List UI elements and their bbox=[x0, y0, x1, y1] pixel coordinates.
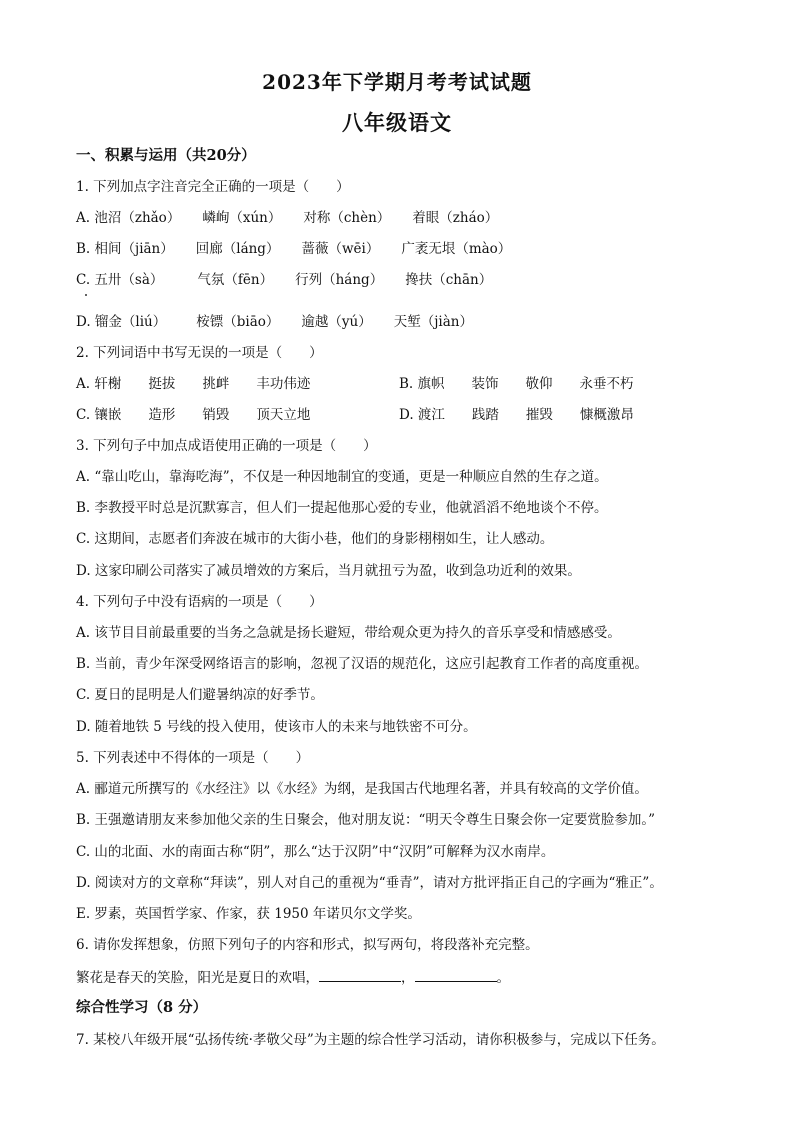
option-b-item: B. 相间（jiān） bbox=[76, 241, 174, 257]
option-d-item: 桉镖（biāo） bbox=[196, 314, 280, 330]
option-a-item: A. 池沼（zhǎo） bbox=[76, 210, 181, 226]
question-3-option-b: B. 李教授平时总是沉默寡言，但人们一提起他那心爱的专业，他就滔滔不绝地谈个不停。 bbox=[76, 500, 608, 516]
question-1-option-d bbox=[76, 313, 495, 331]
question-4-option-b: B. 当前，青少年深受网络语言的影响，忽视了汉语的规范化，这应引起教育工作者的高度重视。 bbox=[76, 656, 649, 672]
answer-blank-1[interactable] bbox=[319, 967, 401, 982]
section-heading-1: 一、积累与运用（共20分） bbox=[76, 147, 256, 164]
question-2-option-c: C. 镶嵌 造形 销毁 顶天立地 bbox=[76, 407, 311, 423]
question-5-option-d: D. 阅读对方的文章称“拜读”，别人对自己的重视为“垂青”，请对方批评指正自己的字画为“雅正”。 bbox=[76, 875, 663, 891]
question-6-sentence bbox=[76, 967, 510, 987]
question-5-option-b: B. 王强邀请朋友来参加他父亲的生日聚会，他对朋友说：“明天令尊生日聚会你一定要赏脸参加。” bbox=[76, 812, 656, 828]
emphasis-dot bbox=[85, 294, 87, 296]
exam-subtitle: 八年级语文 bbox=[342, 110, 452, 135]
question-3-option-c: C. 这期间，志愿者们奔波在城市的大街小巷，他们的身影栩栩如生，让人感动。 bbox=[76, 531, 554, 547]
option-c-item: 搀扶（chān） bbox=[405, 272, 493, 288]
question-4-option-a: A. 该节目目前最重要的当务之急就是扬长避短，带给观众更为持久的音乐享受和情感感受。 bbox=[76, 625, 621, 641]
option-d-item: 逾越（yú） bbox=[301, 314, 372, 330]
option-a-item: 对称（chèn） bbox=[303, 210, 391, 226]
question-5-option-a: A. 郦道元所撰写的《水经注》以《水经》为纲，是我国古代地理名著，并具有较高的文学价值。 bbox=[76, 781, 648, 797]
question-3-option-d: D. 这家印刷公司落实了减员增效的方案后，当月就扭亏为盈，收到急功近利的效果。 bbox=[76, 563, 581, 579]
question-3-stem: 3. 下列句子中加点成语使用正确的一项是（ ） bbox=[76, 438, 377, 454]
option-d-item: D. 镏金（liú） bbox=[76, 314, 167, 330]
question-4-option-d: D. 随着地铁 5 号线的投入使用，使该市人的未来与地铁密不可分。 bbox=[76, 719, 477, 735]
question-6-prompt-text: 繁花是春天的笑脸，阳光是夏日的欢唱， bbox=[76, 970, 319, 986]
question-6-stem: 6. 请你发挥想象，仿照下列句子的内容和形式，拟写两句，将段落补充完整。 bbox=[76, 937, 539, 953]
question-1-stem: 1. 下列加点字注音完全正确的一项是（ ） bbox=[76, 179, 350, 195]
option-b-item: 回廊（láng） bbox=[195, 241, 280, 257]
question-5-option-e: E. 罗素，英国哲学家、作家，获 1950 年诺贝尔文学奖。 bbox=[76, 906, 421, 922]
question-5-option-c: C. 山的北面、水的南面古称“阴”，那么“达于汉阴”中“汉阴”可解释为汉水南岸。 bbox=[76, 844, 555, 860]
option-c-item: C. 五卅（sà） bbox=[76, 272, 164, 288]
exam-title: 2023年下学期月考考试试题 bbox=[262, 70, 532, 94]
option-a-item: 着眼（zháo） bbox=[412, 210, 499, 226]
question-1-option-c bbox=[76, 271, 514, 289]
question-4-option-c: C. 夏日的昆明是人们避暑纳凉的好季节。 bbox=[76, 687, 324, 703]
sentence-end: 。 bbox=[496, 970, 510, 986]
option-b-item: 蔷薇（wēi） bbox=[301, 241, 380, 257]
question-1-option-b bbox=[76, 240, 533, 258]
answer-blank-2[interactable] bbox=[415, 967, 497, 982]
question-2-option-a: A. 轩榭 挺拔 挑衅 丰功伟迹 bbox=[76, 376, 311, 392]
question-1-option-a bbox=[76, 209, 520, 227]
question-4-stem: 4. 下列句子中没有语病的一项是（ ） bbox=[76, 594, 323, 610]
option-a-item: 嶙峋（xún） bbox=[202, 210, 282, 226]
option-c-item: 行列（háng） bbox=[295, 272, 384, 288]
question-2-option-d: D. 渡江 践踏 摧毁 慷概激昂 bbox=[399, 407, 634, 423]
section-heading-2: 综合性学习（8 分） bbox=[76, 999, 208, 1016]
question-3-option-a: A. “靠山吃山，靠海吃海”，不仅是一种因地制宜的变通，更是一种顺应自然的生存之道。 bbox=[76, 469, 608, 485]
question-2-stem: 2. 下列词语中书写无误的一项是（ ） bbox=[76, 345, 323, 361]
separator: ， bbox=[401, 970, 415, 986]
question-7-stem: 7. 某校八年级开展“弘扬传统·孝敬父母”为主题的综合性学习活动，请你积极参与，完成以下任务。 bbox=[76, 1032, 665, 1048]
option-d-item: 天堑（jiàn） bbox=[393, 314, 473, 330]
question-2-option-b: B. 旗帜 装饰 敬仰 永垂不朽 bbox=[399, 376, 634, 392]
question-5-stem: 5. 下列表述中不得体的一项是（ ） bbox=[76, 750, 310, 766]
option-b-item: 广袤无垠（mào） bbox=[401, 241, 512, 257]
option-c-item: 气氛（fēn） bbox=[197, 272, 274, 288]
